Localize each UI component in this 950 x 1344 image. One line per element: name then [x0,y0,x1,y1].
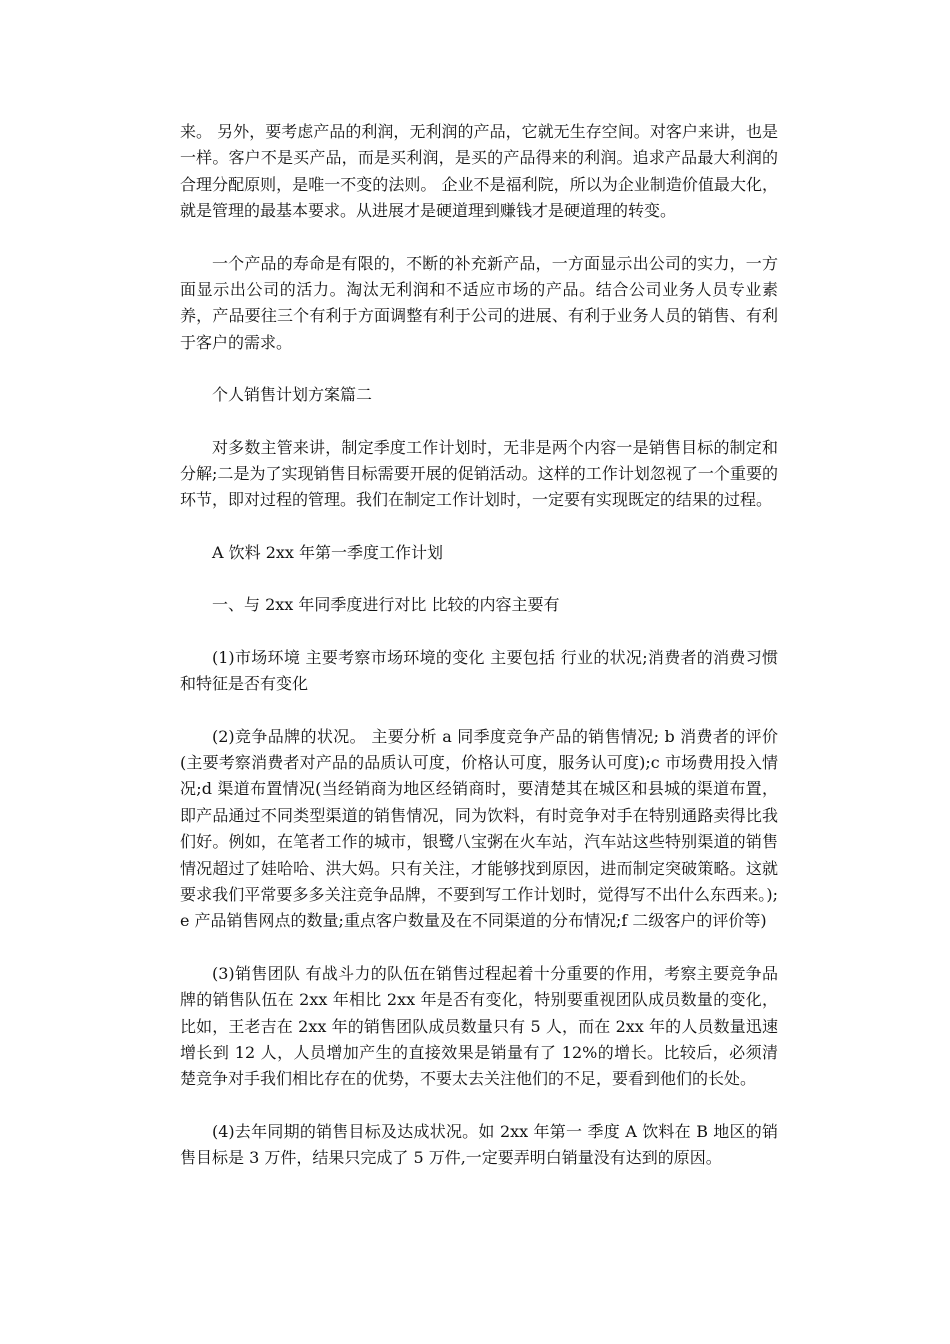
subheading-q1-plan: A 饮料 2xx 年第一季度工作计划 [212,542,444,562]
subheading-comparison: 一、与 2xx 年同季度进行对比 比较的内容主要有 [212,595,560,615]
paragraph-product-lifecycle: 一个产品的寿命是有限的，不断的补充新产品，一方面显示出公司的实力，一方面显示出公司的活力。淘汰无利润和不适应市场的产品。结合公司业务人员专业素养，产品要往三个有利于方面调整有利于公司的进展、有利于业务人员的销售、有利于客户的需求。 [180,253,778,352]
paragraph-sales-team: (3)销售团队 有战斗力的队伍在销售过程起着十分重要的作用，考察主要竞争品牌的销售队伍在 2xx 年相比 2xx 年是否有变化，特别要重视团队成员数量的变化，比如，王老吉在 2xx 年的销售团队成员数量只有 5 人，而在 2xx 年的人员数量迅速增长到 12 人，人员增加产生的直接效果是销量有了 12%的增长。比较后，必须清楚竞争对手我们相比存在的优势，不要太去关注他们的不足，要看到他们的长处。 [180,963,778,1089]
paragraph-quarterly-plan-intro: 对多数主管来讲，制定季度工作计划时，无非是两个内容一是销售目标的制定和分解;二是为了实现销售目标需要开展的促销活动。这样的工作计划忽视了一个重要的环节，即对过程的管理。我们在制定工作计划时，一定要有实现既定的结果的过程。 [180,437,778,510]
document-body [180,119,778,1198]
section-heading-plan-two: 个人销售计划方案篇二 [212,385,373,405]
paragraph-profit: 来。 另外，要考虑产品的利润，无利润的产品，它就无生存空间。对客户来讲，也是一样。客户不是买产品，而是买利润，是买的产品得来的利润。追求产品最大利润的合理分配原则，是唯一不变的法则。 企业不是福利院，所以为企业制造价值最大化，就是管理的最基本要求。从进展才是硬道理到赚钱才是硬道理的转变。 [180,122,778,221]
paragraph-competitor-brands: (2)竞争品牌的状况。 主要分析 a 同季度竞争产品的销售情况; b 消费者的评价(主要考察消费者对产品的品质认可度，价格认可度，服务认可度);c 市场费用投入情况;d 渠道布置情况(当经销商为地区经销商时，要清楚其在城区和县城的渠道布置，即产品通过不同类型渠道的销售情况，同为饮料，有时竞争对手在特别通路卖得比我们好。例如，在笔者工作的城市，银鹭八宝粥在火车站，汽车站这些特别渠道的销售情况超过了娃哈哈、洪大妈。只有关注，才能够找到原因，进而制定突破策略。这就要求我们平常要多多关注竞争品牌，不要到写工作计划时，觉得写不出什么东西来。);e 产品销售网点的数量;重点客户数量及在不同渠道的分布情况;f 二级客户的评价等) [180,726,778,931]
paragraph-last-year-targets: (4)去年同期的销售目标及达成状况。如 2xx 年第一 季度 A 饮料在 B 地区的销售目标是 3 万件，结果只完成了 5 万件,一定要弄明白销量没有达到的原因。 [180,1121,778,1168]
paragraph-market-environment: (1)市场环境 主要考察市场环境的变化 主要包括 行业的状况;消费者的消费习惯和特征是否有变化 [180,647,778,694]
